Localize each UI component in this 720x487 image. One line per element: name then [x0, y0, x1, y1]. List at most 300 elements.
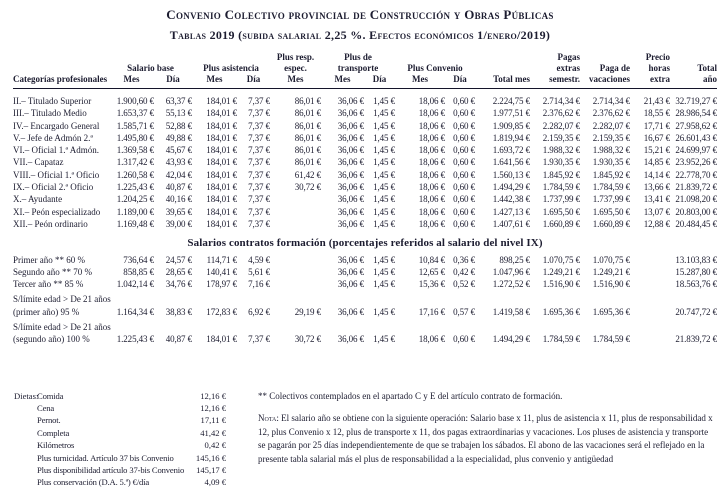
table-row — [13, 107, 717, 119]
row-value: 1,45 € — [373, 96, 396, 106]
row-value: 1,45 € — [373, 266, 396, 277]
row-value: 14,85 € — [643, 157, 671, 168]
nota-paragraph — [258, 412, 716, 466]
row-value: 1.693,72 € — [492, 145, 531, 156]
row-value: 184,01 € — [206, 169, 237, 180]
row-value: 0,60 € — [453, 96, 476, 106]
dieta-item-value: 145,16 € — [195, 452, 226, 463]
col-header-plus-resp-line1: Plus resp. — [276, 52, 315, 62]
col-header-precio-horas-line2: horas — [648, 63, 671, 73]
row-value: 7,37 € — [248, 157, 270, 168]
row-value: 36,06 € — [337, 254, 364, 265]
row-value: 86,01 € — [294, 157, 321, 168]
row-value: 38,83 € — [165, 306, 192, 317]
header-row-1 — [13, 52, 717, 63]
row-value: 1.784,59 € — [592, 334, 631, 345]
salary-table — [13, 52, 717, 346]
row-value: 1.930,35 € — [592, 157, 631, 168]
row-value: 20.484,45 € — [675, 218, 718, 229]
row-value: 2.159,35 € — [592, 132, 631, 143]
table-row — [13, 156, 717, 168]
row-value: 1.260,58 € — [116, 169, 154, 180]
row-value: 1.070,75 € — [592, 254, 631, 265]
row-value: 55,13 € — [165, 108, 192, 119]
row-category-cell — [13, 254, 109, 266]
row-value — [270, 193, 321, 205]
col-header-plus-transporte-line2: transporte — [337, 63, 379, 73]
col-header-plus-transporte-mes: Mes — [321, 74, 364, 89]
dieta-item-value: 41,42 € — [200, 427, 226, 438]
row-value: 40,87 € — [165, 182, 192, 193]
row-value: 40,16 € — [165, 194, 192, 205]
row-category-cell — [13, 266, 109, 278]
row-value: 1.369,58 € — [116, 145, 154, 156]
row-value: 7,37 € — [248, 206, 270, 217]
row-value: 184,01 € — [206, 334, 237, 345]
row-category-cell — [13, 144, 109, 156]
row-value: 36,06 € — [337, 132, 364, 143]
dieta-item-value: 145,17 € — [196, 465, 227, 476]
row-value: 184,01 € — [206, 145, 237, 156]
row-value: 15,36 € — [418, 279, 446, 290]
row-value: 13,66 € — [643, 182, 671, 193]
row-value: 0,60 € — [453, 157, 476, 168]
row-category-cell — [13, 120, 109, 132]
row-category: XI.– Peón especializado — [13, 206, 101, 217]
row-value: 20.747,72 € — [675, 306, 718, 317]
row-category-cell — [13, 290, 109, 318]
row-value: 1.819,94 € — [492, 132, 531, 143]
dieta-row — [14, 414, 226, 426]
row-value: 36,06 € — [337, 334, 364, 345]
header-spacer — [192, 52, 270, 63]
col-header-pagas-extras-line1: Pagas — [557, 52, 581, 62]
row-value: 1.317,42 € — [116, 157, 154, 168]
row-value — [270, 254, 321, 266]
row-value: 736,64 € — [123, 254, 154, 265]
row-value: 1.845,92 € — [542, 169, 581, 180]
row-value: 86,01 € — [294, 120, 321, 131]
row-value: 1,45 € — [373, 254, 396, 265]
row-value: 184,01 € — [206, 108, 237, 119]
row-value: 1.516,90 € — [592, 279, 631, 290]
row-value: 22.778,70 € — [675, 169, 718, 180]
row-value: 7,37 € — [248, 334, 270, 345]
row-value: 36,06 € — [337, 206, 364, 217]
table-row — [13, 132, 717, 144]
row-value: 18,06 € — [418, 218, 446, 229]
table-row — [13, 89, 717, 108]
row-value: 18,55 € — [643, 108, 671, 119]
row-category: II.– Titulado Superior — [13, 96, 92, 106]
row-value: 12,88 € — [643, 218, 671, 229]
col-header-categorias: Categorías profesionales — [13, 52, 109, 89]
row-value: 6,92 € — [248, 306, 270, 317]
formacion-rows — [13, 254, 717, 346]
col-header-plus-resp-mes: Mes — [270, 74, 321, 89]
dieta-item-label: Plus conservación (D.A. 5.ª) €/día — [37, 477, 150, 487]
col-header-plus-convenio-dia: Día — [445, 74, 475, 89]
table-row — [13, 206, 717, 218]
header-spacer — [670, 52, 717, 63]
row-category-cell — [13, 89, 109, 108]
dieta-row — [14, 464, 226, 476]
col-header-plus-convenio: Plus Convenio — [407, 63, 463, 73]
asterisk-footnote: ** Colectivos contemplados en el apartado C y E del artículo contrato de formación. — [258, 390, 563, 401]
row-value: 15,21 € — [643, 145, 671, 156]
col-header-plus-transporte-line1: Plus de — [344, 52, 372, 62]
row-value: 1.784,59 € — [542, 334, 581, 345]
row-value: 1.494,29 € — [492, 334, 531, 345]
row-value — [270, 206, 321, 218]
row-value: 1.560,13 € — [492, 169, 531, 180]
col-header-plus-asistencia-dia: Día — [237, 74, 270, 89]
row-value: 184,01 € — [206, 120, 237, 131]
dieta-item-label: Comida — [37, 390, 64, 401]
row-value: 18,06 € — [418, 169, 446, 180]
row-value: 1.930,35 € — [542, 157, 581, 168]
row-value: 0,60 € — [453, 206, 476, 217]
row-value: 86,01 € — [294, 96, 321, 106]
row-category: IV.– Encargado General — [13, 120, 100, 131]
row-value: 36,06 € — [337, 120, 364, 131]
table-row — [13, 193, 717, 205]
row-value: 27.958,62 € — [675, 120, 718, 131]
row-value: 114,71 € — [206, 254, 237, 265]
row-value: 18,06 € — [418, 194, 446, 205]
row-category-cell — [13, 193, 109, 205]
row-value: 184,01 € — [206, 157, 237, 168]
row-value: 1.660,89 € — [592, 218, 631, 229]
row-value: 2.714,34 € — [592, 96, 631, 106]
dieta-item-label: Plus turnicidad. Artículo 37 bis Convenio — [37, 452, 174, 463]
dieta-item-value: 12,16 € — [200, 403, 226, 414]
row-value: 36,06 € — [337, 96, 364, 106]
col-header-plus-asistencia: Plus asistencia — [203, 63, 259, 73]
row-value: 7,37 € — [248, 194, 270, 205]
row-value: 20.803,00 € — [675, 206, 718, 217]
row-value: 36,06 € — [337, 306, 364, 317]
table-row — [13, 290, 717, 318]
row-value: 184,01 € — [206, 132, 237, 143]
row-value: 858,85 € — [123, 266, 154, 277]
dieta-row — [14, 476, 226, 487]
row-value: 36,06 € — [337, 145, 364, 156]
row-value: 0,60 € — [453, 169, 476, 180]
row-value: 13,41 € — [643, 194, 671, 205]
row-category-cell — [13, 218, 109, 230]
row-category-line2: (primer año) 95 % — [13, 306, 80, 317]
row-value: 1.516,90 € — [542, 279, 581, 290]
salary-table-header — [13, 52, 717, 89]
row-value: 2.224,75 € — [492, 96, 531, 106]
row-value: 1,45 € — [373, 194, 396, 205]
formacion-section-row — [13, 230, 717, 253]
dieta-row — [14, 402, 226, 414]
dieta-item-value: 17,11 € — [200, 415, 226, 426]
notes-column — [258, 390, 716, 487]
row-value: 30,72 € — [294, 182, 321, 193]
row-value: 1,45 € — [373, 182, 396, 193]
row-value: 1,45 € — [373, 306, 396, 317]
row-value: 1.977,51 € — [492, 108, 531, 119]
header-spacer — [475, 63, 530, 74]
row-value: 61,42 € — [294, 169, 321, 180]
row-category-cell — [13, 107, 109, 119]
row-value: 36,06 € — [337, 108, 364, 119]
row-value: 7,16 € — [248, 279, 270, 290]
row-value: 7,37 € — [248, 145, 270, 156]
salary-rows — [13, 89, 717, 231]
dieta-row — [14, 390, 226, 402]
col-header-plus-convenio-mes: Mes — [395, 74, 445, 89]
row-category: IX.– Oficial 2.ª Oficio — [13, 182, 94, 193]
row-value: 36,06 € — [337, 218, 364, 229]
row-value: 2.714,34 € — [542, 96, 581, 106]
row-value: 13.103,83 € — [675, 254, 718, 265]
row-value: 1.419,58 € — [492, 306, 531, 317]
row-value: 2.282,07 € — [542, 120, 581, 131]
row-value: 63,37 € — [165, 96, 192, 106]
dietas-group-label — [14, 427, 37, 439]
row-value: 172,83 € — [206, 306, 237, 317]
row-category: S/límite edad > De 21 años — [13, 322, 111, 333]
row-value: 1.653,37 € — [116, 108, 154, 119]
row-value: 39,65 € — [165, 206, 192, 217]
row-value: 36,06 € — [337, 194, 364, 205]
row-value: 1,45 € — [373, 334, 396, 345]
row-value: 7,37 € — [248, 218, 270, 229]
row-value: 1.225,43 € — [116, 334, 154, 345]
dieta-row — [14, 452, 226, 464]
row-value: 12,65 € — [418, 266, 446, 277]
col-header-precio-horas-line1: Precio — [645, 52, 671, 62]
row-value: 23.952,26 € — [675, 157, 718, 168]
formacion-section — [13, 230, 717, 253]
row-value: 184,01 € — [206, 182, 237, 193]
row-value: 2.159,35 € — [542, 132, 581, 143]
header-row-2 — [13, 63, 717, 74]
col-header-paga-vacaciones-line1: Paga de — [599, 63, 631, 73]
row-category: S/límite edad > De 21 años — [13, 294, 111, 305]
row-value: 18.563,76 € — [675, 279, 718, 290]
row-value: 178,97 € — [206, 279, 237, 290]
row-value: 1.249,21 € — [542, 266, 581, 277]
row-value: 1.047,96 € — [492, 266, 531, 277]
row-value: 26.601,43 € — [675, 132, 718, 143]
row-value: 39,00 € — [165, 218, 192, 229]
bottom-section — [14, 390, 720, 487]
row-value: 0,60 € — [453, 182, 476, 193]
row-value: 28.986,54 € — [675, 108, 718, 119]
document-title: Convenio Colectivo provincial de Construcción y Obras Públicas — [166, 7, 554, 22]
row-value: 18,06 € — [418, 157, 446, 168]
row-value: 1,45 € — [373, 108, 396, 119]
row-value: 21,43 € — [643, 96, 671, 106]
row-value: 36,06 € — [337, 157, 364, 168]
row-value: 18,06 € — [418, 132, 446, 143]
row-value: 17,71 € — [643, 120, 671, 131]
row-value: 21.098,20 € — [675, 194, 718, 205]
row-category: XII.– Peón ordinario — [13, 218, 88, 229]
row-value: 18,06 € — [418, 120, 446, 131]
row-value: 1,45 € — [373, 206, 396, 217]
row-value: 5,61 € — [248, 266, 270, 277]
row-value: 18,06 € — [418, 108, 446, 119]
row-value: 1.737,99 € — [592, 194, 631, 205]
row-value: 49,88 € — [165, 132, 192, 143]
row-value: 18,06 € — [418, 145, 446, 156]
row-value: 1.407,61 € — [492, 218, 531, 229]
table-row — [13, 181, 717, 193]
header-spacer — [580, 52, 630, 63]
row-value — [630, 278, 670, 290]
row-value: 1.164,34 € — [116, 306, 154, 317]
row-value: 86,01 € — [294, 132, 321, 143]
table-row — [13, 254, 717, 266]
row-value: 21.839,72 € — [675, 182, 718, 193]
formacion-section-title: Salarios contratos formación (porcentajes referidos al salario del nivel IX) — [187, 237, 543, 250]
table-row — [13, 318, 717, 346]
row-value: 1.427,13 € — [492, 206, 531, 217]
dieta-row — [14, 427, 226, 439]
row-value: 140,41 € — [206, 266, 237, 277]
row-value: 1.988,32 € — [592, 145, 631, 156]
row-value: 7,37 € — [248, 120, 270, 131]
col-header-paga-vacaciones-line2: vacaciones — [580, 74, 630, 89]
dieta-item-label: Cena — [37, 403, 55, 414]
row-value: 17,16 € — [418, 306, 446, 317]
row-value: 7,37 € — [248, 96, 270, 106]
row-value: 1,45 € — [373, 157, 396, 168]
row-category-cell — [13, 278, 109, 290]
row-value: 0,36 € — [453, 254, 476, 265]
row-value: 1.442,38 € — [492, 194, 531, 205]
row-value: 898,25 € — [499, 254, 531, 265]
row-value: 184,01 € — [206, 206, 237, 217]
row-value — [270, 278, 321, 290]
row-value: 1.909,85 € — [492, 120, 531, 131]
dieta-item-label: Completa — [37, 427, 70, 438]
dieta-item-label: Pernot. — [37, 415, 61, 426]
row-value: 1.845,92 € — [592, 169, 631, 180]
document-subtitle: Tablas 2019 (subida salarial 2,25 %. Efectos económicos 1/enero/2019) — [169, 28, 551, 42]
row-value: 1.695,50 € — [542, 206, 581, 217]
row-value: 184,01 € — [206, 194, 237, 205]
row-value: 36,06 € — [337, 279, 364, 290]
header-row-3 — [13, 74, 717, 89]
row-value: 36,06 € — [337, 169, 364, 180]
row-value: 36,06 € — [337, 266, 364, 277]
row-category-cell — [13, 169, 109, 181]
row-value — [630, 266, 670, 278]
row-value: 1,45 € — [373, 132, 396, 143]
row-value: 45,67 € — [165, 145, 192, 156]
row-value: 0,60 € — [453, 194, 476, 205]
row-value: 0,60 € — [453, 145, 476, 156]
dietas-group-label — [14, 452, 37, 464]
row-value: 184,01 € — [206, 96, 237, 106]
row-value: 184,01 € — [206, 218, 237, 229]
row-category-line2: (segundo año) 100 % — [13, 334, 90, 345]
row-value: 1.695,50 € — [592, 206, 631, 217]
col-header-precio-horas-line3: extra — [630, 74, 670, 89]
dieta-item-value: 4,09 € — [204, 477, 226, 487]
col-header-salario-base-mes: Mes — [109, 74, 154, 89]
row-value: 29,19 € — [294, 306, 321, 317]
row-value: 1,45 € — [373, 145, 396, 156]
row-value: 0,52 € — [453, 279, 476, 290]
col-header-salario-base-dia: Día — [154, 74, 192, 89]
row-value — [630, 318, 670, 346]
col-header-total-ano-line1: Total — [697, 63, 718, 73]
dieta-item-value: 12,16 € — [200, 390, 226, 401]
dietas-list — [14, 390, 226, 487]
table-row — [13, 169, 717, 181]
row-value: 0,57 € — [453, 306, 476, 317]
row-value: 16,67 € — [643, 132, 671, 143]
dietas-group-label — [14, 439, 37, 451]
row-category: X.– Ayudante — [13, 194, 63, 205]
row-category-cell — [13, 156, 109, 168]
row-value: 18,06 € — [418, 96, 446, 106]
row-value: 1.641,56 € — [492, 157, 531, 168]
row-category: V.– Jefe de Admón 2.ª — [13, 132, 93, 143]
dieta-row — [14, 439, 226, 451]
row-value: 7,37 € — [248, 169, 270, 180]
col-header-pagas-extras-line2: extras — [556, 63, 581, 73]
row-value: 0,42 € — [453, 266, 476, 277]
row-value — [630, 290, 670, 318]
row-category-cell — [13, 132, 109, 144]
col-header-salario-base: Salario base — [127, 63, 174, 73]
row-value: 15.287,80 € — [675, 266, 718, 277]
row-value: 42,04 € — [165, 169, 192, 180]
row-value: 1,45 € — [373, 218, 396, 229]
row-value: 36,06 € — [337, 182, 364, 193]
row-value: 10,84 € — [418, 254, 446, 265]
row-category: Segundo año ** 70 % — [13, 266, 92, 277]
table-row — [13, 266, 717, 278]
row-value: 7,37 € — [248, 132, 270, 143]
row-value: 32.719,27 € — [675, 96, 718, 106]
row-value: 0,60 € — [453, 132, 476, 143]
row-value: 1.189,00 € — [116, 206, 154, 217]
dieta-item-label: Plus disponibilidad artículo 37-bis Convenio — [37, 465, 185, 476]
row-value: 86,01 € — [294, 108, 321, 119]
row-value: 7,37 € — [248, 182, 270, 193]
col-header-plus-resp-line2: espec. — [284, 63, 307, 73]
dietas-group-label — [14, 476, 37, 487]
row-value: 1.204,25 € — [116, 194, 154, 205]
row-value: 34,76 € — [165, 279, 192, 290]
row-category: Primer año ** 60 % — [13, 254, 85, 265]
row-value: 28,65 € — [165, 266, 192, 277]
dietas-group-label — [14, 414, 37, 426]
nota-label: Nota: — [258, 413, 279, 424]
row-value: 1,45 € — [373, 169, 396, 180]
dietas-group-label: Dietas: — [14, 390, 39, 401]
row-value: 1,45 € — [373, 279, 396, 290]
header-spacer — [395, 52, 475, 63]
row-value: 24,57 € — [165, 254, 192, 265]
row-value: 1.495,80 € — [116, 132, 154, 143]
row-value: 1.070,75 € — [542, 254, 581, 265]
row-value: 7,37 € — [248, 108, 270, 119]
row-value: 2.376,62 € — [542, 108, 581, 119]
row-value: 1.784,59 € — [542, 182, 581, 193]
row-value: 30,72 € — [294, 334, 321, 345]
